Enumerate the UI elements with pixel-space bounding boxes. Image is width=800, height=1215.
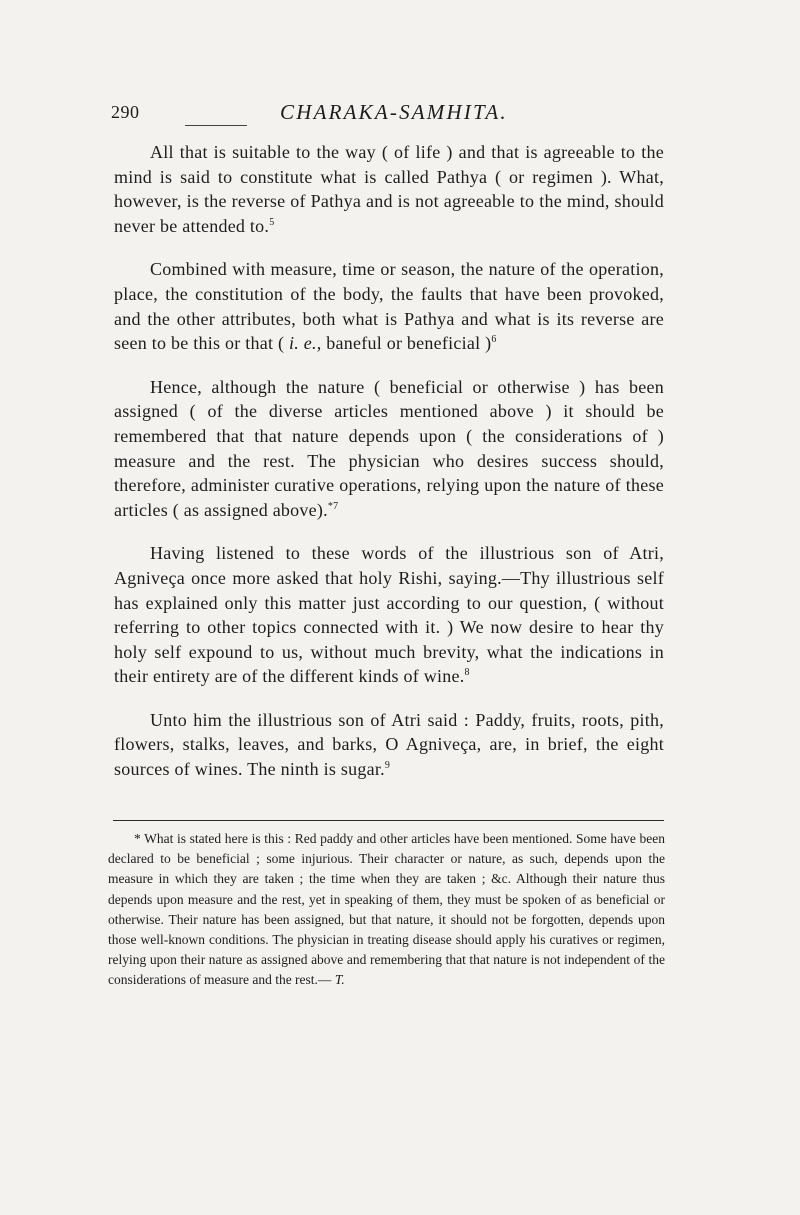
header-rule	[185, 125, 247, 126]
paragraph: Combined with measure, time or season, the nature of the operation, place, the constitution of the body, the faults that have been provoked, and the other attributes, both what is Pathya and what is its reverse are seen to be this or that ( i. e., baneful or beneficial )$^6$	[114, 259, 664, 354]
footnote: * What is stated here is this : Red paddy and other articles have been mentioned. Some have been declared to be beneficial ; some injurious. Their character or nature, as such, depends upon the measure in which they are taken ; the time when they are taken ; &c. Although their nature thus depends upon measure and the rest, yet in speaking of them, they must be spoken of as beneficial or otherwise. Their nature has been assigned, but that nature, it should not be forgotten, depends upon those well-known conditions. The physician in treating disease should apply his curatives or regimen, relying upon their nature as assigned above and remembering that that nature is not independent of the considerations of measure and the rest.— T.	[108, 831, 665, 988]
footnote-ref: 5	[269, 216, 275, 228]
footnote-rule	[113, 820, 664, 821]
paragraph: Having listened to these words of the illustrious son of Atri, Agniveça once more asked that holy Rishi, saying.—Thy illustrious self has explained only this matter just according to our question, ( without referring to other topics connected with it. ) We now desire to hear thy holy self expound to us, without much brevity, what the indications in their entirety are of the different kinds of wine.$^8$	[114, 543, 664, 687]
footnote-ref: *7	[327, 500, 339, 512]
footnote-ref: 8	[464, 667, 470, 679]
footnote-ref: 9	[384, 760, 391, 772]
page-number: 290	[111, 102, 140, 122]
paragraph: All that is suitable to the way ( of life ) and that is agreeable to the mind is said to constitute what is called Pathya ( or regimen ). What, however, is the reverse of Pathya and is not agreeable to the mind, should never be attended to.$^5$	[114, 142, 664, 236]
body-text	[114, 140, 664, 801]
paragraph: Hence, although the nature ( beneficial or otherwise ) has been assigned ( of the diverse articles mentioned above ) it should be remembered that that nature depends upon ( the considerations of ) measure and the rest. The physician who desires success should, therefore, administer curative operations, relying upon the nature of these articles ( as assigned above).$^{*7}$	[114, 376, 664, 520]
running-head: CHARAKA-SAMHITA.	[280, 100, 508, 124]
paragraph: Unto him the illustrious son of Atri said : Paddy, fruits, roots, pith, flowers, stalks, leaves, and barks, O Agniveça, are, in brief, the eight sources of wines. The ninth is sugar.$^9$	[114, 709, 664, 780]
footnote-signature: T.	[334, 972, 345, 988]
footnote-ref: 6	[491, 334, 497, 346]
italic-abbrev: i. e.,	[288, 333, 322, 354]
